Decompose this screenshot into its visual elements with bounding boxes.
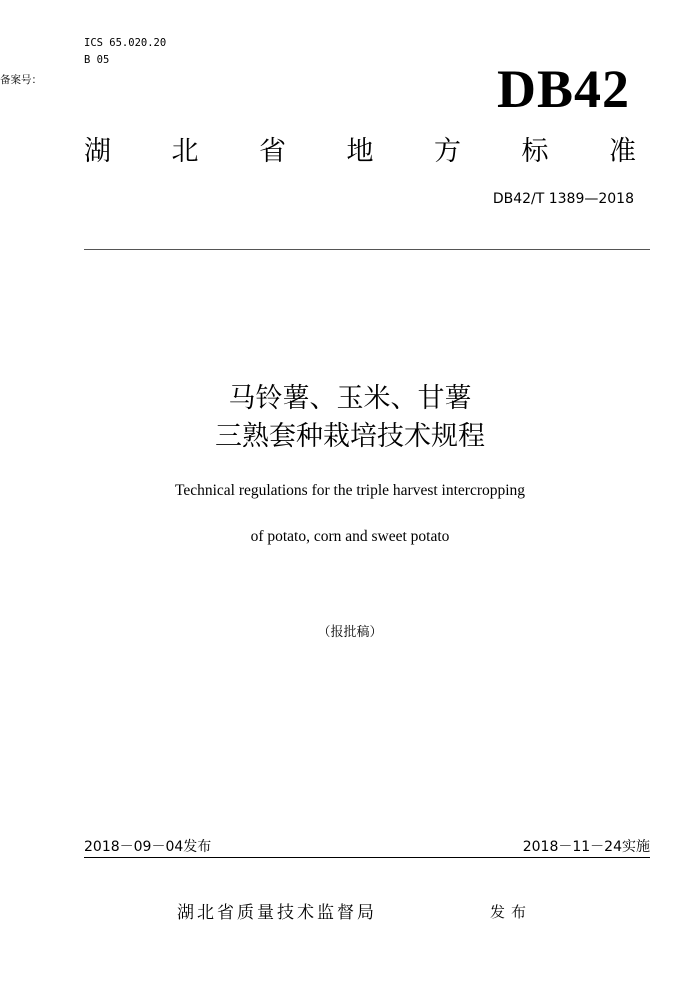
db42-logo: DB42	[496, 59, 630, 119]
standard-type-char: 省	[259, 136, 286, 167]
standard-type-char: 方	[434, 136, 461, 167]
standard-type-heading	[84, 135, 636, 169]
record-number-label: 备案号：	[0, 74, 42, 86]
title-zh-line1: 马铃薯、玉米、甘薯	[228, 383, 472, 414]
title-en-line1: Technical regulations for the triple harvest intercropping	[174, 482, 526, 499]
implement-date: 2018－11－24实施	[522, 839, 650, 855]
standard-type-char: 准	[609, 136, 636, 167]
issue-action: 发布	[490, 903, 533, 921]
title-zh-line2: 三熟套种栽培技术规程	[215, 421, 485, 452]
footer-divider	[84, 857, 650, 858]
title-en-line2: of potato, corn and sweet potato	[250, 528, 450, 545]
standard-type-char: 北	[171, 136, 199, 167]
draft-status: （报批稿）	[317, 625, 383, 640]
publish-date: 2018－09－04发布	[84, 839, 212, 855]
standard-type-char: 湖	[84, 136, 111, 167]
standard-type-char: 标	[521, 136, 549, 167]
standard-number: DB42/T 1389—2018	[492, 191, 634, 207]
ics-code: ICS 65.020.20	[84, 37, 167, 49]
header-divider	[84, 249, 650, 250]
classification-code: B 05	[84, 54, 110, 66]
issuer-name: 湖北省质量技术监督局	[177, 903, 377, 923]
standard-type-char: 地	[346, 136, 374, 167]
